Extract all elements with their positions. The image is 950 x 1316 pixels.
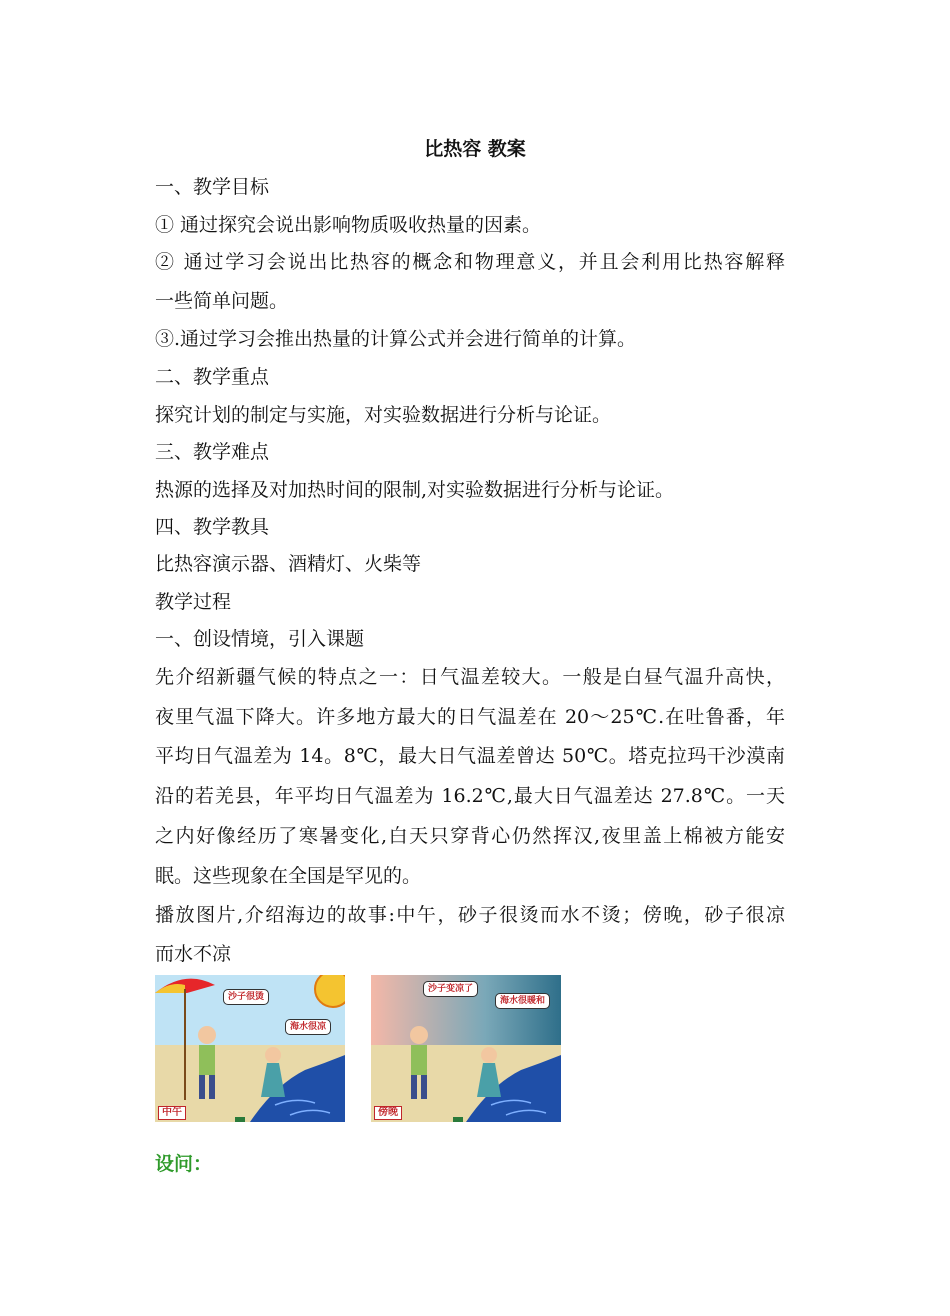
- paragraph-line-3: 平均日气温差为 14。8℃，最大日气温差曾达 50℃。塔克拉玛干沙漠南: [155, 745, 785, 767]
- objective-2-cont: 一些简单问题。: [155, 290, 289, 312]
- noon-water-bubble: 海水很凉: [285, 1019, 331, 1035]
- evening-picture: [371, 975, 561, 1122]
- paragraph-line-2: 夜里气温下降大。许多地方最大的日气温差在 20～25℃.在吐鲁番，年: [155, 706, 785, 728]
- story-line-2: 而水不凉: [155, 943, 232, 965]
- heading-teaching-aids: 四、教学教具: [155, 516, 270, 538]
- document-title: 比热容 教案: [424, 138, 526, 160]
- heading-objectives: 一、教学目标: [155, 176, 270, 198]
- paragraph-line-5: 之内好像经历了寒暑变化,白天只穿背心仍然挥汉,夜里盖上棉被方能安: [155, 825, 785, 847]
- noon-picture: [155, 975, 345, 1122]
- noon-tag: 中午: [158, 1106, 186, 1120]
- evening-tag: 傍晚: [374, 1106, 402, 1120]
- heading-difficulties: 三、教学难点: [155, 441, 270, 463]
- difficulties-text: 热源的选择及对加热时间的限制,对实验数据进行分析与论证。: [155, 479, 675, 501]
- paragraph-line-4: 沿的若羌县，年平均日气温差为 16.2℃,最大日气温差达 27.8℃。一天: [155, 785, 785, 807]
- paragraph-line-6: 眠。这些现象在全国是罕见的。: [155, 865, 422, 887]
- objective-2: ② 通过学习会说出比热容的概念和物理意义，并且会利用比热容解释: [155, 251, 785, 273]
- heading-intro: 一、创设情境，引入课题: [155, 628, 365, 650]
- teaching-aids-text: 比热容演示器、酒精灯、火柴等: [155, 553, 422, 575]
- story-line-1: 播放图片,介绍海边的故事:中午，砂子很烫而水不烫；傍晚，砂子很凉: [155, 904, 785, 926]
- evening-sand-bubble: 沙子变凉了: [423, 981, 478, 997]
- question-label: 设问：: [155, 1153, 213, 1175]
- paragraph-line-1: 先介绍新疆气候的特点之一：日气温差较大。一般是白昼气温升高快，: [155, 666, 785, 688]
- heading-process: 教学过程: [155, 591, 232, 613]
- evening-water-bubble: 海水很暖和: [495, 993, 550, 1009]
- objective-1: ① 通过探究会说出影响物质吸收热量的因素。: [155, 214, 542, 236]
- objective-3: ③.通过学习会推出热量的计算公式并会进行简单的计算。: [155, 328, 637, 350]
- noon-sand-bubble: 沙子很烫: [223, 989, 269, 1005]
- key-points-text: 探究计划的制定与实施，对实验数据进行分析与论证。: [155, 404, 612, 426]
- heading-key-points: 二、教学重点: [155, 366, 270, 388]
